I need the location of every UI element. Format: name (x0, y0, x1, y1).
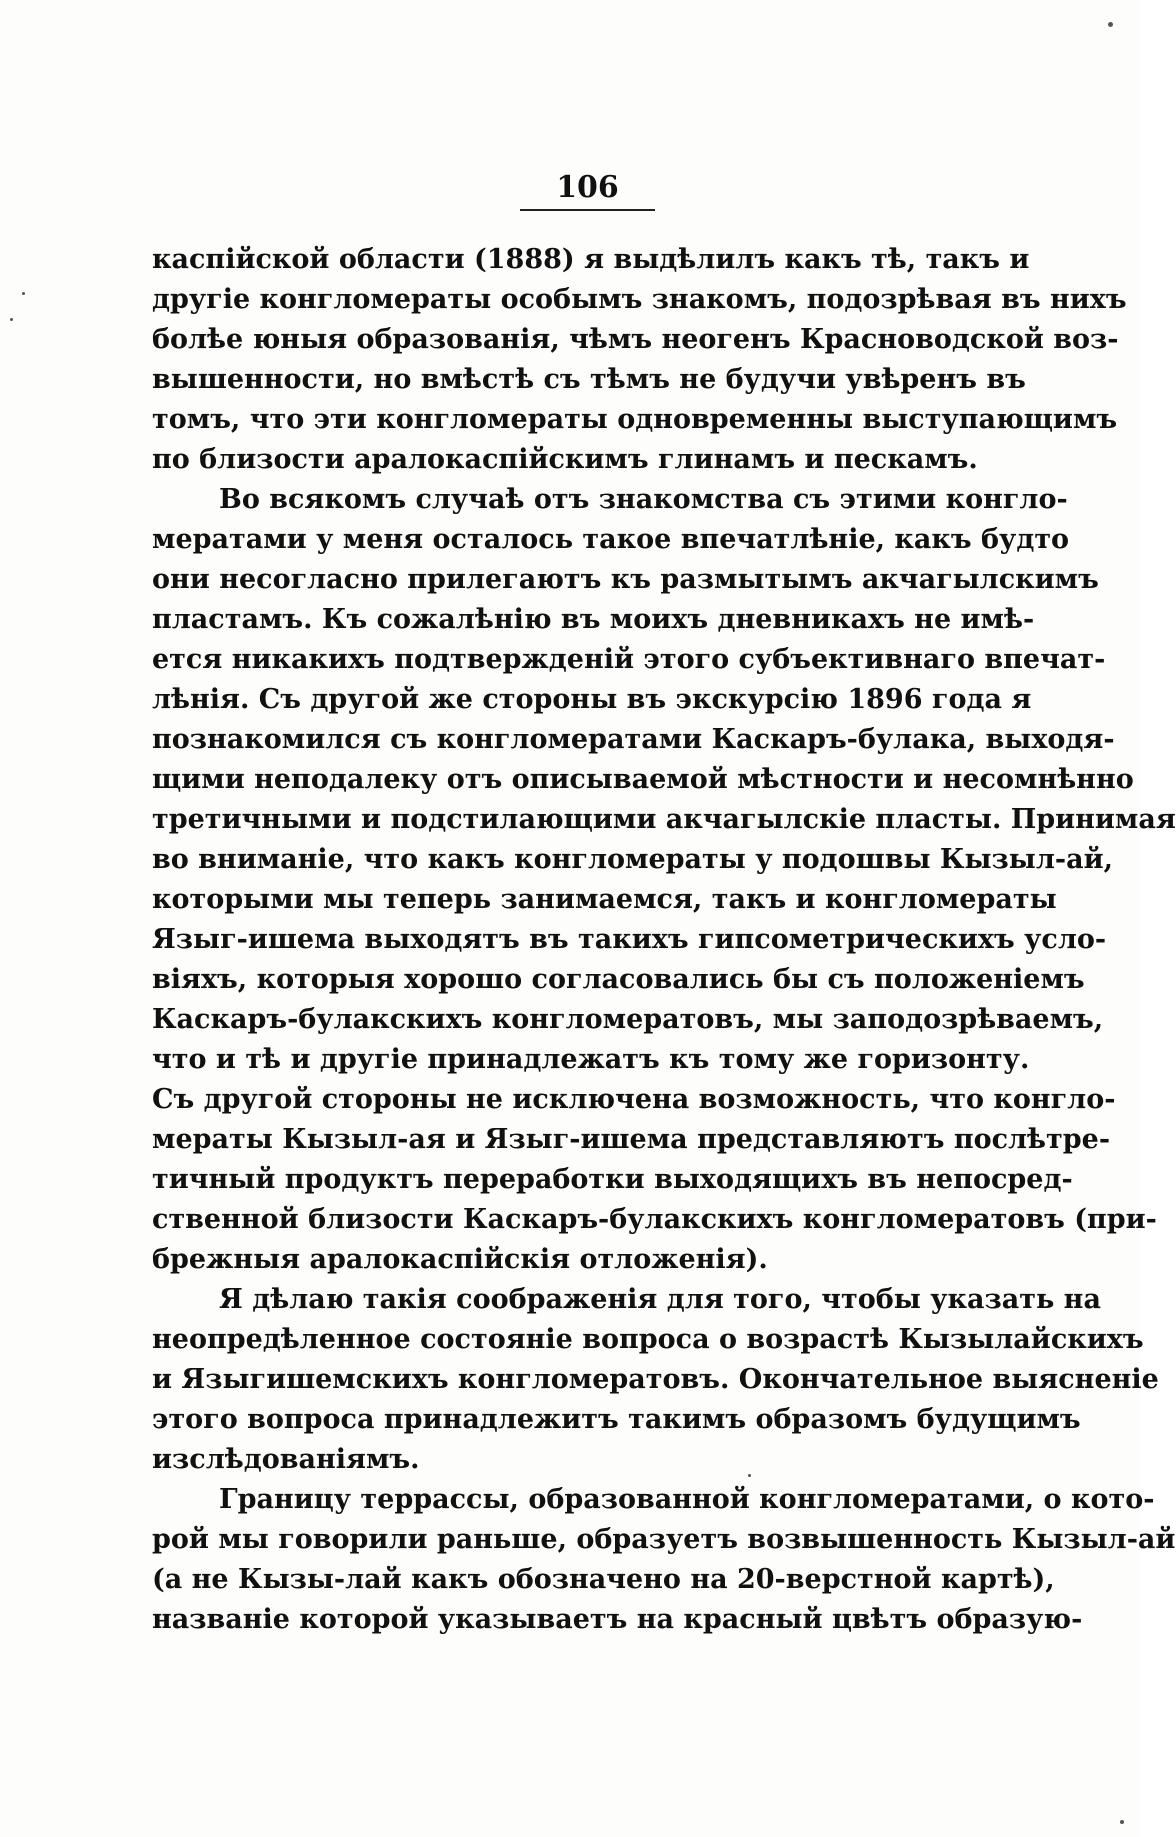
text-line: Каскаръ-булакскихъ конгломератовъ, мы заподозрѣваемъ, (152, 1004, 1104, 1035)
scan-speck (1120, 1820, 1124, 1824)
text-line: по близости аралокаспійскимъ глинамъ и пескамъ. (152, 444, 978, 475)
text-line: каспійской области (1888) я выдѣлилъ какъ тѣ, такъ и (152, 244, 1030, 275)
text-line: ственной близости Каскаръ-булакскихъ конгломератовъ (при- (152, 1204, 1157, 1235)
text-line: что и тѣ и другіе принадлежатъ къ тому же горизонту. (152, 1044, 1030, 1075)
page-number-rule (520, 209, 655, 211)
text-line: этого вопроса принадлежитъ такимъ образомъ будущимъ (152, 1404, 1081, 1435)
text-line: брежныя аралокаспійскія отложенія). (152, 1244, 768, 1275)
text-line: щими неподалеку отъ описываемой мѣстности и несомнѣнно (152, 764, 1134, 795)
text-line: Языг-ишема выходятъ въ такихъ гипсометрическихъ усло- (152, 924, 1107, 955)
scan-speck (22, 292, 25, 295)
text-line: изслѣдованіямъ. (152, 1444, 420, 1475)
text-line: они несогласно прилегаютъ къ размытымъ акчагылскимъ (152, 564, 1099, 595)
text-line: Я дѣлаю такія соображенія для того, чтобы указать на (219, 1284, 1101, 1315)
body-text (152, 240, 1176, 1640)
scan-speck (748, 1474, 751, 1477)
text-line: віяхъ, которыя хорошо согласовались бы съ положеніемъ (152, 964, 1085, 995)
text-line: лѣнія. Съ другой же стороны въ экскурсію 1896 года я (152, 684, 1032, 715)
text-line: Съ другой стороны не исключена возможность, что конгло- (152, 1084, 1116, 1115)
text-line: (а не Кызы-лай какъ обозначено на 20-верстной картѣ), (152, 1564, 1055, 1595)
text-line: познакомился съ конгломератами Каскаръ-булака, выходя- (152, 724, 1115, 755)
text-line: Во всякомъ случаѣ отъ знакомства съ этими конгло- (219, 484, 1068, 515)
text-line: во вниманіе, что какъ конгломераты у подошвы Кызыл-ай, (152, 844, 1114, 875)
text-line: неопредѣленное состояніе вопроса о возрастѣ Кызылайскихъ (152, 1324, 1144, 1355)
text-line: томъ, что эти конгломераты одновременны выступающимъ (152, 404, 1118, 435)
text-line: болѣе юныя образованія, чѣмъ неогенъ Красноводской воз- (152, 324, 1119, 355)
text-line: вышенности, но вмѣстѣ съ тѣмъ не будучи увѣренъ въ (152, 364, 1026, 395)
page-number: 106 (556, 170, 619, 205)
text-line: другіе конгломераты особымъ знакомъ, подозрѣвая въ нихъ (152, 284, 1127, 315)
scan-speck (10, 318, 13, 321)
text-line: Границу террассы, образованной конгломератами, о кото- (219, 1484, 1155, 1515)
text-line: тичный продуктъ переработки выходящихъ въ непосред- (152, 1164, 1073, 1195)
text-line: ется никакихъ подтвержденій этого субъективнаго впечат- (152, 644, 1106, 675)
text-line: рой мы говорили раньше, образуетъ возвышенность Кызыл-ай (152, 1524, 1176, 1555)
text-line: названіе которой указываетъ на красный цвѣтъ образую- (152, 1604, 1083, 1635)
scan-speck (1108, 22, 1113, 27)
text-line: и Языгишемскихъ конгломератовъ. Окончательное выясненіе (152, 1364, 1159, 1395)
text-line: третичными и подстилающими акчагылскіе пласты. Принимая (152, 804, 1176, 835)
text-line: пластамъ. Къ сожалѣнію въ моихъ дневникахъ не имѣ- (152, 604, 1035, 635)
text-line: которыми мы теперь занимаемся, такъ и конгломераты (152, 884, 1057, 915)
text-line: мератами у меня осталось такое впечатлѣніе, какъ будто (152, 524, 1070, 555)
text-line: мераты Кызыл-ая и Языг-ишема представляютъ послѣтре- (152, 1124, 1111, 1155)
